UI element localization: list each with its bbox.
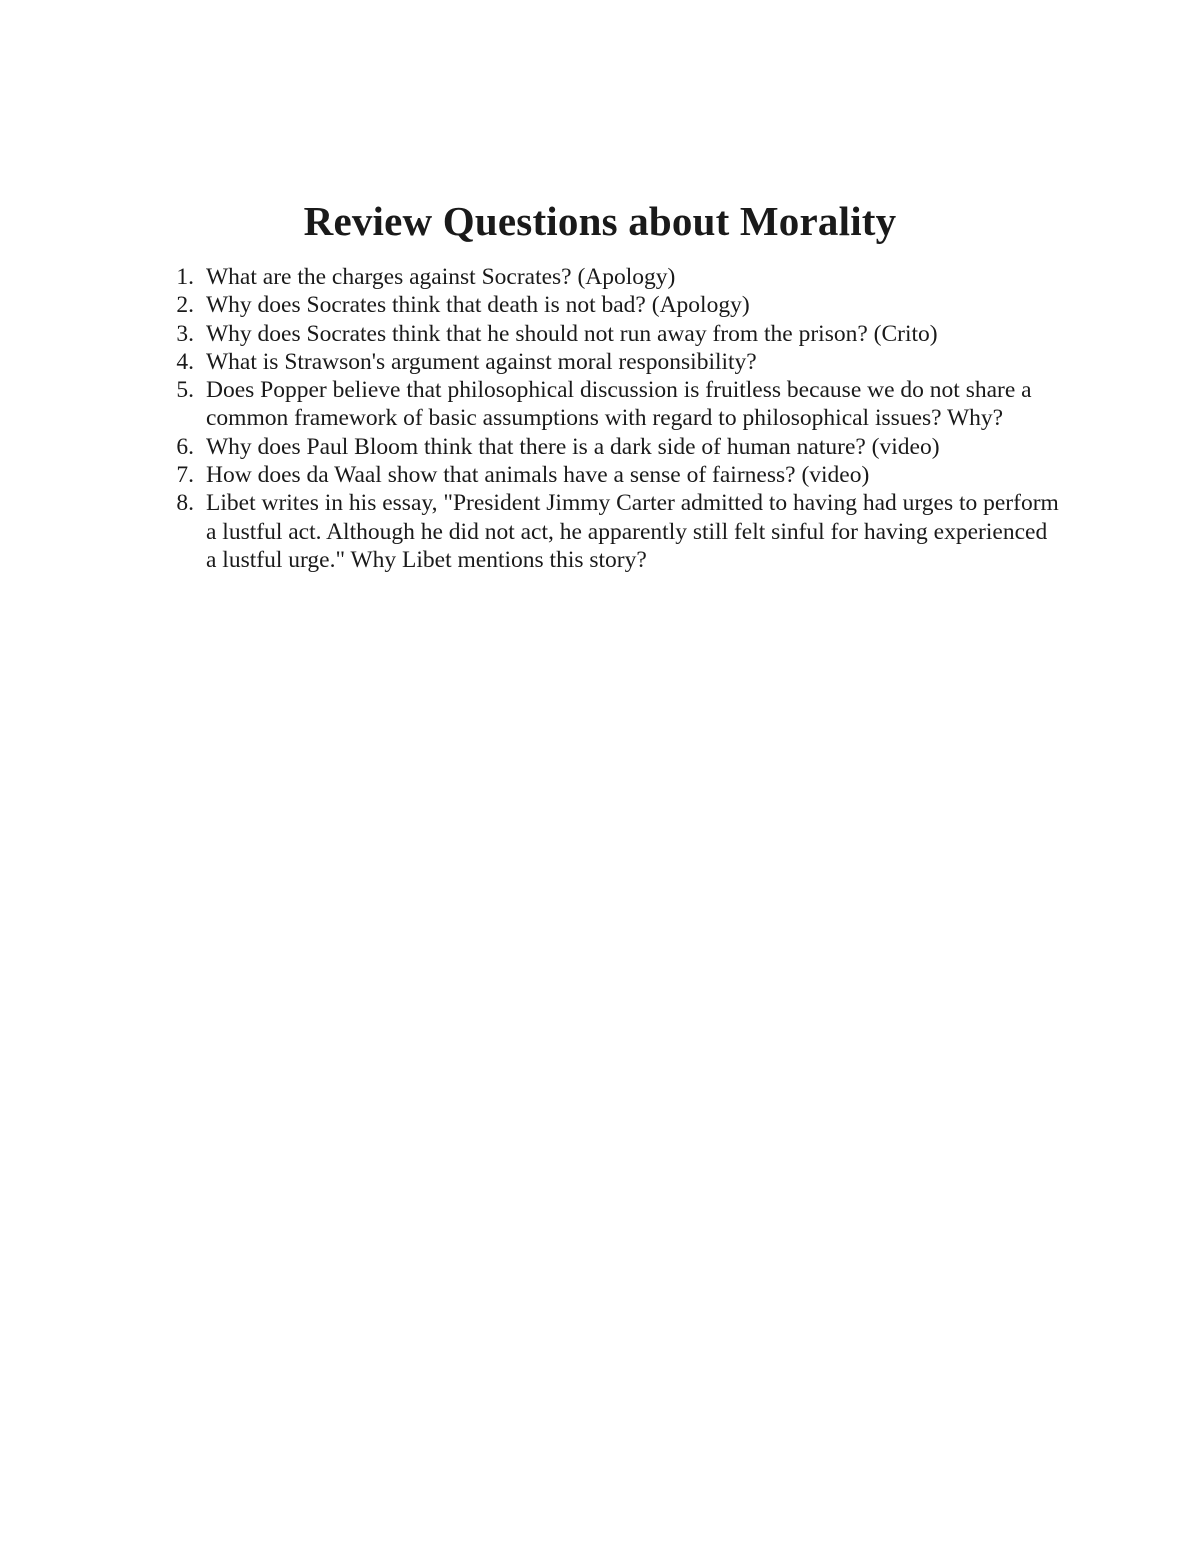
question-number: 5.: [176, 377, 194, 404]
list-item: [160, 461, 1060, 489]
question-number: 1.: [176, 264, 194, 290]
question-number: 7.: [176, 462, 194, 489]
list-item: [160, 320, 1060, 348]
list-item: [160, 433, 1060, 461]
question-text: Libet writes in his essay, "President Jimmy Carter admitted to having had urges to perform a lustful act. Although he did not act, he apparently still felt sinful for having experienced a lustful urge." Why Libet mentions this story?: [206, 490, 1059, 573]
question-text: Why does Socrates think that he should not run away from the prison? (Crito): [206, 320, 938, 347]
question-list: [160, 263, 1060, 574]
question-number: 3.: [176, 320, 194, 347]
question-text: What are the charges against Socrates? (Apology): [206, 264, 676, 290]
question-number: 6.: [176, 433, 194, 460]
list-item: [160, 263, 1060, 291]
list-item: [160, 376, 1060, 433]
question-text: Why does Paul Bloom think that there is a dark side of human nature? (video): [206, 433, 940, 460]
question-text: Why does Socrates think that death is not bad? (Apology): [206, 292, 750, 319]
question-text: What is Strawson's argument against moral responsibility?: [206, 348, 757, 375]
question-text: How does da Waal show that animals have a sense of fairness? (video): [206, 462, 870, 489]
question-number: 2.: [176, 292, 194, 319]
question-number: 4.: [176, 348, 194, 375]
question-number: 8.: [176, 490, 194, 517]
list-item: [160, 291, 1060, 319]
list-item: [160, 489, 1060, 574]
list-item: [160, 348, 1060, 376]
document-title: Review Questions about Morality: [303, 198, 897, 244]
question-text: Does Popper believe that philosophical discussion is fruitless because we do not share a common framework of basic assumptions with regard to philosophical issues? Why?: [206, 377, 1032, 432]
